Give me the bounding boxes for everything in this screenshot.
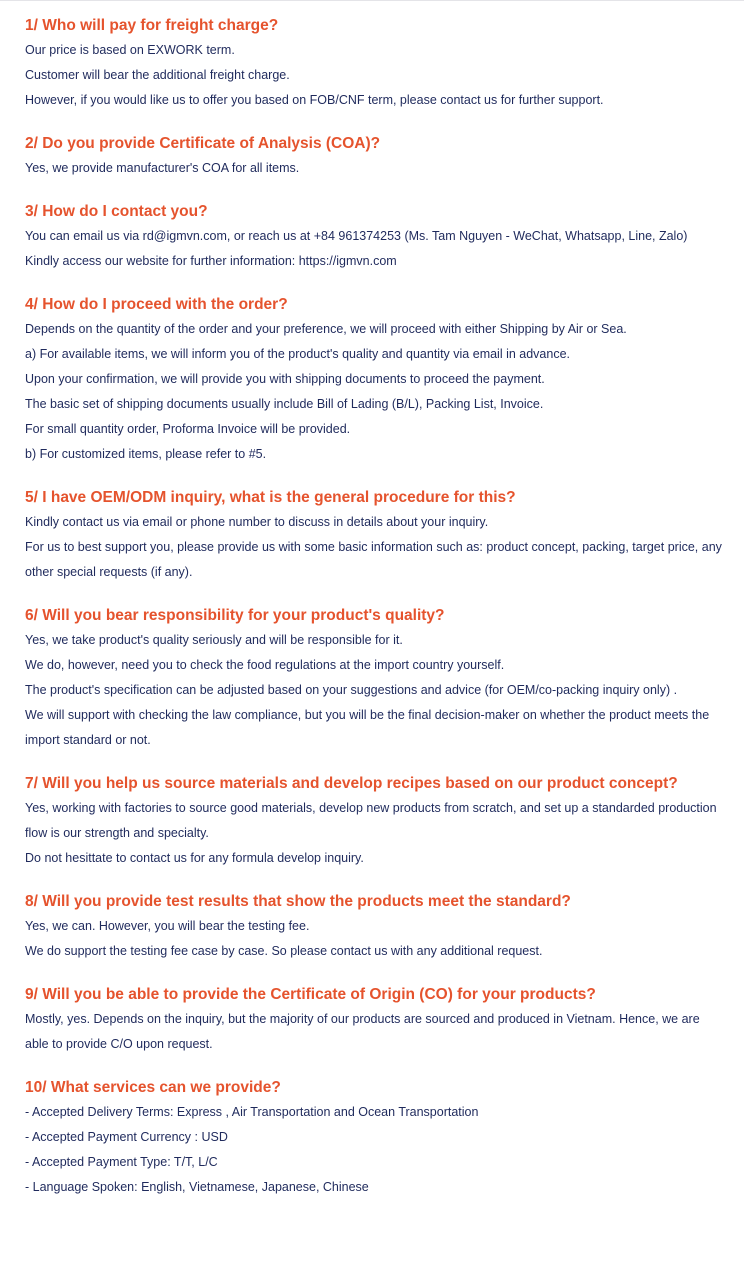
faq-item-oem-odm [25, 486, 725, 585]
faq-item-contact [25, 200, 725, 274]
answer-line: Depends on the quantity of the order and your preference, we will proceed with either Shipping by Air or Sea. [25, 322, 627, 336]
answer-line: a) For available items, we will inform you of the product's quality and quantity via email in advance. [25, 347, 571, 361]
faq-item-product-quality [25, 604, 725, 753]
faq-answer [25, 38, 725, 113]
faq-item-test-results [25, 890, 725, 964]
answer-line: For us to best support you, please provide us with some basic information such as: product concept, packing, target price, any other special requests (if any). [25, 540, 722, 579]
answer-line: For small quantity order, Proforma Invoice will be provided. [25, 422, 351, 436]
faq-question: 6/ Will you bear responsibility for your product's quality? [25, 607, 445, 624]
answer-line: - Accepted Payment Type: T/T, L/C [25, 1155, 218, 1169]
faq-question: 1/ Who will pay for freight charge? [25, 17, 279, 34]
answer-line: Mostly, yes. Depends on the inquiry, but the majority of our products are sourced and produced in Vietnam. Hence, we are able to provide C/O upon request. [25, 1012, 700, 1051]
faq-answer [25, 317, 725, 467]
faq-item-certificate-of-origin [25, 983, 725, 1057]
answer-line: The product's specification can be adjusted based on your suggestions and advice (for OEM/co-packing inquiry only) . [25, 683, 678, 697]
answer-line: However, if you would like us to offer you based on FOB/CNF term, please contact us for further support. [25, 93, 604, 107]
answer-line: You can email us via rd@igmvn.com, or reach us at +84 961374253 (Ms. Tam Nguyen - WeChat, Whatsapp, Line, Zalo) [25, 229, 688, 243]
answer-line: Yes, working with factories to source good materials, develop new products from scratch, and set up a standarded production flow is our strength and specialty. [25, 801, 717, 840]
answer-line: Customer will bear the additional freight charge. [25, 68, 290, 82]
answer-line: Do not hesittate to contact us for any formula develop inquiry. [25, 851, 364, 865]
answer-line: Kindly access our website for further information: https://igmvn.com [25, 254, 397, 268]
top-divider [0, 0, 744, 1]
faq-item-order-process [25, 293, 725, 467]
faq-item-freight-charge [25, 14, 725, 113]
faq-answer [25, 224, 725, 274]
answer-line: The basic set of shipping documents usually include Bill of Lading (B/L), Packing List, Invoice. [25, 397, 544, 411]
faq-question: 9/ Will you be able to provide the Certificate of Origin (CO) for your products? [25, 986, 596, 1003]
answer-line: Kindly contact us via email or phone number to discuss in details about your inquiry. [25, 515, 489, 529]
faq-item-source-materials [25, 772, 725, 871]
answer-line: - Accepted Payment Currency : USD [25, 1130, 228, 1144]
answer-line: We will support with checking the law compliance, but you will be the final decision-maker on whether the product meets the import standard or not. [25, 708, 710, 747]
answer-line: Yes, we can. However, you will bear the testing fee. [25, 919, 310, 933]
faq-item-services [25, 1076, 725, 1200]
faq-answer [25, 628, 725, 753]
faq-answer [25, 1007, 725, 1057]
faq-question: 2/ Do you provide Certificate of Analysis (COA)? [25, 135, 381, 152]
answer-line: - Language Spoken: English, Vietnamese, Japanese, Chinese [25, 1180, 369, 1194]
faq-list [25, 14, 725, 1219]
answer-line: We do support the testing fee case by case. So please contact us with any additional request. [25, 944, 543, 958]
faq-answer [25, 914, 725, 964]
answer-line: Yes, we provide manufacturer's COA for all items. [25, 161, 300, 175]
faq-question: 8/ Will you provide test results that show the products meet the standard? [25, 893, 571, 910]
answer-line: Our price is based on EXWORK term. [25, 43, 235, 57]
faq-answer [25, 1100, 725, 1200]
faq-question: 10/ What services can we provide? [25, 1079, 281, 1096]
faq-question: 5/ I have OEM/ODM inquiry, what is the general procedure for this? [25, 489, 516, 506]
faq-answer [25, 156, 725, 181]
answer-line: Yes, we take product's quality seriously and will be responsible for it. [25, 633, 403, 647]
answer-line: Upon your confirmation, we will provide you with shipping documents to proceed the payment. [25, 372, 545, 386]
faq-answer [25, 510, 725, 585]
answer-line: b) For customized items, please refer to #5. [25, 447, 267, 461]
faq-item-coa [25, 132, 725, 181]
faq-question: 7/ Will you help us source materials and develop recipes based on our product concept? [25, 775, 678, 792]
answer-line: We do, however, need you to check the food regulations at the import country yourself. [25, 658, 505, 672]
faq-question: 4/ How do I proceed with the order? [25, 296, 288, 313]
faq-question: 3/ How do I contact you? [25, 203, 208, 220]
faq-answer [25, 796, 725, 871]
answer-line: - Accepted Delivery Terms: Express , Air Transportation and Ocean Transportation [25, 1105, 479, 1119]
